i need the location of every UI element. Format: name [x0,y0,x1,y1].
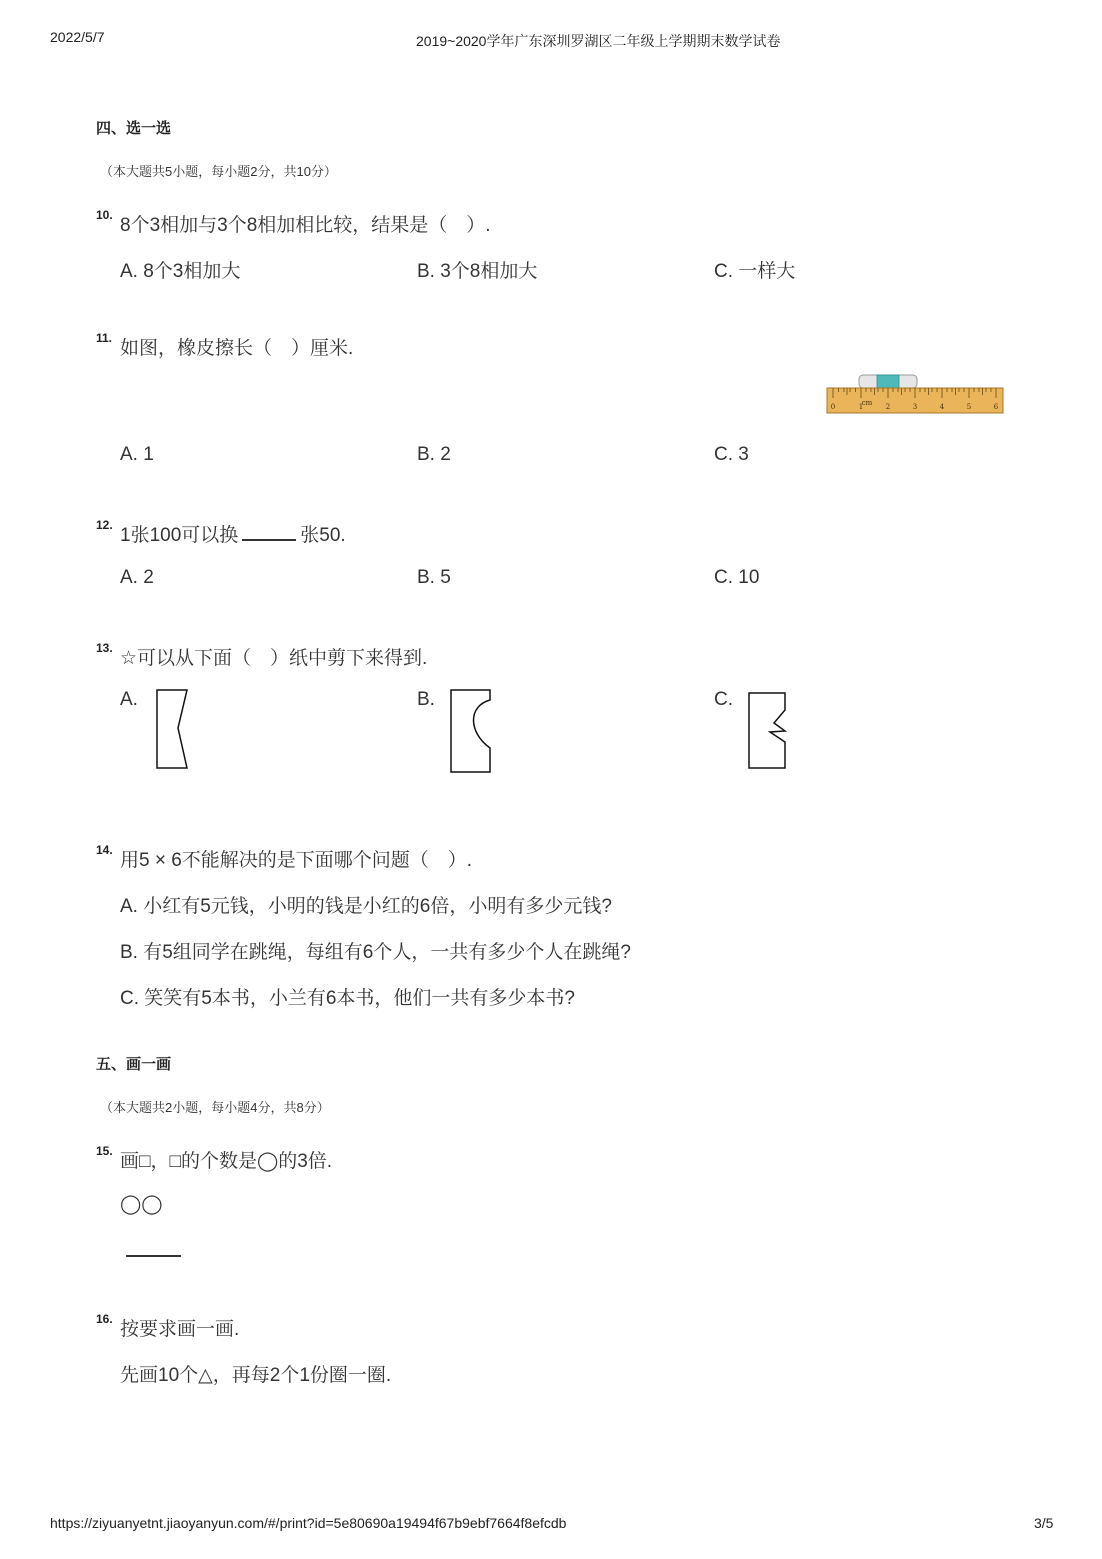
ruler-tick-label: 4 [939,403,945,411]
question-text [120,520,346,547]
question-number: 16. [96,1312,113,1326]
ruler-tick-label: 5 [966,403,972,411]
option-b: B. 3个8相加大 [417,261,538,282]
option-b [417,444,451,466]
option-c: C. 10 [714,567,760,588]
ruler-with-eraser-image [825,374,1005,416]
section-note-5: （本大题共2小题，每小题4分，共8分） [100,1100,330,1115]
option-c: C. 一样大 [714,261,796,282]
question-text: 用5 × 6不能解决的是下面哪个问题（ ）. [120,850,473,871]
option-a: A. [120,689,138,710]
option-c-label: C. 3 [714,444,749,465]
option-a: A. 2 [120,567,154,588]
question-subtext: 先画10个△，再每2个1份圈一圈. [120,1365,392,1386]
option-a: A. 小红有5元钱，小明的钱是小红的6倍，小明有多少元钱? [120,896,612,917]
ruler-unit-label: cm [861,399,873,407]
question-text-before-blank: 1张100可以换 [120,525,239,546]
section-note-4: （本大题共5小题，每小题2分，共10分） [100,164,337,179]
ruler-tick-label: 0 [830,403,836,411]
paper-shape-a [150,686,195,772]
print-date: 2022/5/7 [50,29,105,45]
question-text: 按要求画一画. [120,1319,240,1340]
section-title-5: 五、画一画 [96,1056,172,1073]
page-url: https://ziyuanyetnt.jiaoyanyun.com/#/print?id=5e80690a19494f67b9ebf7664f8efcdb [50,1515,567,1531]
question-number: 13. [96,641,113,655]
question-text: 画□，□的个数是◯的3倍. [120,1151,333,1172]
option-c: C. 笑笑有5本书，小兰有6本书，他们一共有多少本书? [120,988,575,1009]
document-title: 2019~2020学年广东深圳罗湖区二年级上学期期末数学试卷 [416,33,781,49]
option-a [120,444,154,466]
given-circles: ◯◯ [120,1194,163,1215]
ruler-tick-label: 6 [993,403,999,411]
paper-shape-b [446,686,496,776]
question-text: 如图，橡皮擦长（ ）厘米. [120,338,354,359]
option-b: B. [417,689,435,710]
option-a-label: A. 1 [120,444,154,465]
question-number: 10. [96,208,113,222]
question-number: 11. [96,331,113,345]
ruler-tick-label: 2 [885,403,891,411]
paper-shape-c [744,688,792,774]
ruler-tick-label: 3 [912,403,918,411]
question-number: 14. [96,843,113,857]
question-number: 12. [96,518,113,532]
section-title-4: 四、选一选 [96,120,172,137]
option-b: B. 有5组同学在跳绳，每组有6个人，一共有多少个人在跳绳? [120,942,631,963]
question-number: 15. [96,1144,113,1158]
answer-line [126,1255,181,1257]
answer-blank [242,521,296,541]
option-b-label: B. 2 [417,444,451,465]
ruler-tick-label: 1 [858,403,864,411]
eraser-sleeve [877,375,899,388]
option-b: B. 5 [417,567,451,588]
option-c: C. [714,689,733,710]
page-number: 3/5 [1034,1515,1054,1531]
question-text: 8个3相加与3个8相加相比较，结果是（ ）. [120,215,491,236]
question-text: ☆可以从下面（ ）纸中剪下来得到. [120,648,428,669]
question-text-after-blank: 张50. [300,525,346,546]
option-c [714,444,749,466]
option-a: A. 8个3相加大 [120,261,241,282]
